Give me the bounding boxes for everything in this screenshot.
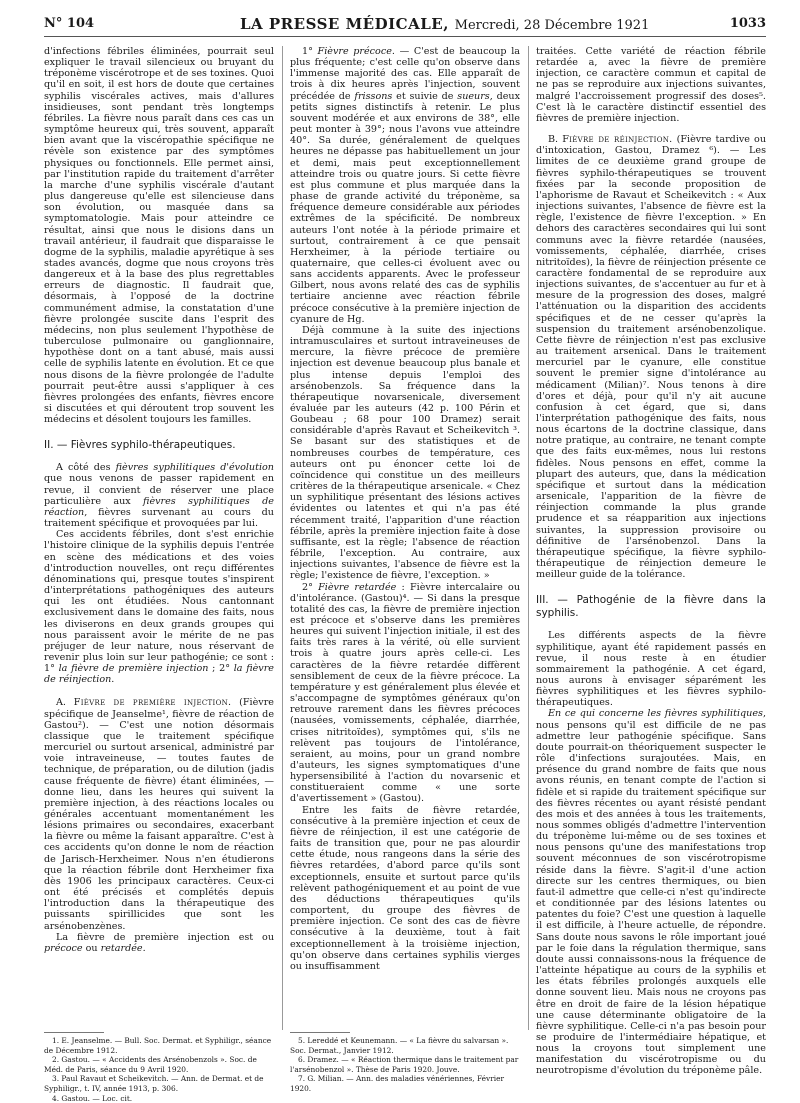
paragraph: Déjà commune à la suite des injections intramusculaires et surtout intraveineuses de mercure, la fièvre précoce de première injection est devenue beaucoup plus banale et plus intense depuis l'emploi des arsénobenzols. Sa fréquence dans la thérapeutique novarsenicale, diversement évaluée par les auteurs (42 p. 100 Périn et Goubeau ; 68 pour 100 Dramez) serait considérable d'après Ravaut et Scheikevitch ³. Se basant sur des statistiques et de nombreuses courbes de température, ces auteurs ont pu énoncer cette loi de coïncidence qui constitue un des meilleurs critères de la thérapeutique arsenicale. « Chez un syphilitique présentant des lésions actives évidentes ou latentes et qui n'a pas été récemment traité, l'apparition d'une réaction fébrile, après la première injection faite à dose suffisante, est la règle; l'absence de réaction fébrile, l'exception. Au contraire, aux injections suivantes, l'absence de fièvre est la règle; l'existence de fièvre, l'exception. » [290,324,520,582]
footnotes-left [44,1032,274,1103]
text-run: . [142,942,146,954]
subsection-title: Fièvre de première injection. [73,697,232,709]
text-run: (Fièvre spécifique de Jeanselme¹, fièvre de réaction de Gastou²). — C'est une notion désormais classique que le traitement spécifique mercuriel ou surtout arsenical, administré par voie intraveineuse, — toutes fautes de technique, de préparation, ou de dilution (jadis cause fréquente de fièvre) étant éliminées, — donne lieu, dans les heures qui suivent la première injection, à des réactions locales ou générales accentuant momentanément les lésions primaires ou secondaires, exacerbant la fièvre ou même la faisant apparaître. C'est à ces accidents qu'on donne le nom de réaction de Jarisch-Herxheimer. Nous n'en étudierons que la réaction fébrile dont Herxheimer fixa dès 1906 les principaux caractères. Ceux-ci ont été précisés et complétés depuis l'introduction dans la thérapeutique des puissants spirillicides que sont les arsénobenzènes. [44,697,274,932]
column-2 [290,46,520,1028]
italic-term: retardée [100,942,143,954]
journal-name: LA PRESSE MÉDICALE, [240,15,449,33]
text-run: , deux petits signes distinctifs à retenir. Le plus souvent modérée et aux environs de 38°, elle peut monter à 39°; nous l'avons vue atteindre 40°. Sa durée, généralement de quelques heures ne dépasse pas habituellement un jour et demi, mais peut exceptionnellement atteindre trois ou quatre jours. Si cette fièvre est plus commune et plus marquée dans la phase de grande activité du tréponème, sa fréquence demeure considérable aux périodes extrêmes de la spécificité. De nombreux auteurs l'ont notée à la période primaire et surtout, contrairement à ce que pensait Herxheimer, à la période tertiaire ou quaternaire, que celles-ci évoluent avec ou sans accidents apparents. Avec le professeur Gilbert, nous avons relaté des cas de syphilis tertiaire ancienne avec réaction fébrile précoce consécutive à la première injection de cyanure de Hg. [290,90,521,325]
text-run: A. [56,697,74,709]
footnote: 5. Lereddé et Keunemann. — « La fièvre du salvarsan ». Soc. Dermat., Janvier 1912. [290,1036,509,1055]
column-3 [536,46,767,1077]
italic-term: Fièvre précoce [317,46,392,57]
footnote: 2. Gastou. — « Accidents des Arsénobenzols ». Soc. de Méd. de Paris, séance du 9 Avril 1920. [44,1055,257,1074]
footnotes-middle [290,1032,520,1094]
column-divider [282,46,283,1030]
paragraph [536,134,766,580]
footnote: 3. Paul Ravaut et Scheikevitch. — Ann. de Dermat. et de Syphiligr., t. IV, année 1913, p. 306. [44,1074,264,1093]
text-run: et suivie de [392,90,458,102]
text-run: , fièvres survenant au cours du traitement spécifique et provoquées par lui. [44,506,274,530]
section-heading-3: III. — Pathogénie de la fièvre dans la syphilis. [536,594,766,620]
paragraph: Les différents aspects de la fièvre syphilitique, ayant été rapidement passés en revue, il nous reste à en étudier sommairement la pathogénie. A cet égard, nous aurons à envisager séparément les fièvres syphilitiques et les fièvres syphilo-thérapeutiques. [536,630,766,709]
footnote: 7. G. Milian. — Ann. des maladies vénériennes, Février 1920. [290,1074,505,1093]
paragraph [290,46,520,325]
italic-term: la fièvre de réinjection. [44,663,274,686]
paragraph: Entre les faits de fièvre retardée, consécutive à la première injection et ceux de fièvre de réinjection, il est une catégorie de faits de transition que, pour ne pas alourdir cette étude, nous rangeons dans la série des fièvres retardées, d'abord parce qu'ils sont exceptionnels, ensuite et surtout parce qu'ils relèvent pathogéniquement et au point de vue des déductions thérapeutiques qu'ils comportent, du groupe des fièvres de première injection. Ce sont des cas de fièvre consécutive à la deuxième, tout à fait exceptionnellement à la troisième injection, qu'on observe dans certaines syphilis vierges ou insuffisamment [290,804,520,972]
paragraph [290,582,520,805]
italic-term: fièvres syphilitiques de réaction [44,495,274,518]
italic-term: la fièvre de première injection [58,663,209,675]
italic-term: précoce [44,942,83,954]
text-run: Ces accidents fébriles, dont s'est enrichie l'histoire clinique de la syphilis depuis l'entrée en scène des médications et des voies d'introduction nouvelles, ont reçu différentes dénominations qui, presque toutes s'inspirent d'interprétations pathogéniques des auteurs qui les ont étudiées. Nous cantonnant exclusivement dans le domaine des faits, nous les diviserons en deux grands groupes qui nous paraissent avoir le mérite de ne pas préjuger de leur nature, nous réservant de revenir plus loin sur leur pathogénie; ce sont : 1° [44,529,274,675]
issue-number: N° 104 [44,16,95,31]
text-run: : Fièvre intercalaire ou d'intolérance. (Gastou)⁴. — Si dans la presque totalité des cas, la fièvre de première injection est précoce et s'observe dans les premières heures qui suivent l'injection initiale, il est des faits très rares à la vérité, où elle survient trois à quatre jours après celle-ci. Les caractères de la fièvre retardée diffèrent sensiblement de ceux de la fièvre précoce. La température y est généralement plus élevée et s'accompagne de symptômes généraux qu'on retrouve rarement dans les fièvres précoces (nausées, vomissements, céphalée, diarrhée, crises nitritoïdes), symptômes qui, s'ils ne relèvent pas toujours de l'intolérance, seraient, au moins, pour un grand nombre d'auteurs, les signes symptomatiques d'une hypersensibilité à l'action du novarsenic et constitueraient comme « une sorte d'avertissement » (Gastou). [290,581,520,805]
paragraph [44,462,274,529]
text-run: ; 2° [208,663,234,675]
page-header [44,14,766,37]
page-number: 1033 [729,16,766,31]
footnote: 4. Gastou. — Loc. cit. [52,1093,133,1103]
footnote: 6. Dramez. — « Réaction thermique dans le traitement par l'arsénobenzol ». Thèse de Paris 1920. Jouve. [290,1055,519,1074]
column-1 [44,46,274,1028]
text-run: . — C'est de beaucoup la plus fréquente; c'est celle qu'on observe dans l'immense majorité des cas. Elle apparaît de trois à dix heures après l'injection, souvent précédée de [290,46,520,102]
italic-term: fièvres syphilitiques d'évolution [115,462,274,474]
text-run: La fièvre de première injection est ou [56,931,274,943]
footnote-rule [44,1032,104,1033]
newspaper-page [44,14,767,1103]
paragraph [44,697,274,931]
text-run: , nous pensons qu'il est difficile de ne pas admettre leur pathogénie spécifique. Sans doute pourrait-on théoriquement suspecter le rôle d'infections surajoutées. Mais, en présence du grand nombre de faits que nous avons réunis, en tenant compte de l'action si fidèle et si rapide du traitement spécifique sur des fièvres récentes ou ayant résisté pendant des mois et des années à tous les traitements, nous sommes obligés d'admettre l'intervention du tréponème lui-même ou de ses toxines et nous pensons qu'une des manifestations trop souvent méconnues de son viscérotropisme réside dans la fièvre. S'agit-il d'une action directe sur les centres thermiques, ou bien faut-il admettre que celle-ci n'est qu'indirecte et conditionnée par des lésions latentes ou patentes du foie? C'est une question à laquelle il est difficile, à l'heure actuelle, de répondre. Sans doute nous savons le rôle important joué par le foie dans la régulation thermique, sans doute aussi connaissons-nous la fréquence de l'atteinte hépatique au cours de la syphilis et les états fébriles prolongés auxquels elle donne souvent lieu. Mais nous ne croyons pas être en droit de faire de la lésion hépatique une cause déterminante obligatoire de la fièvre syphilitique. Celle-ci n'a pas besoin pour se produire de l'intermédiaire hépatique, et nous la croyons tout simplement une manifestation du viscérotropisme ou du neurotropisme d'évolution du tréponème pâle. [536,708,766,1077]
text-run: ou [82,942,101,954]
italic-term: sueurs [457,90,490,102]
text-run: B. [548,134,563,146]
column-divider [528,46,529,1030]
subsection-title: Fièvre de réinjection. [562,134,673,146]
paragraph [44,529,274,685]
section-heading-2: II. — Fièvres syphilo-thérapeutiques. [44,439,236,452]
paragraph [44,932,274,954]
text-run: 2° [302,581,319,593]
paragraph: d'infections fébriles éliminées, pourrait seul expliquer le travail silencieux ou bruyant du tréponème viscérotrope et de ses toxines. Quoi qu'il en soit, il est hors de doute que certaines syphilis viscérales actives, mais d'allures insidieuses, sont pendant très longtemps fébriles. La fièvre nous paraît dans ces cas un symptôme heureux qui, très souvent, apparaît bien avant que la viscéropathie spécifique ne révèle son existence par des symptômes physiques ou fonctionnels. Elle permet ainsi, par l'institution rapide du traitement d'arrêter la marche d'une syphilis viscérale d'autant plus dangereuse qu'elle est silencieuse dans son évolution, ou masquée dans sa symptomatologie. Mais pour atteindre ce résultat, ainsi que nous le disions dans un travail antérieur, il faudrait que disparaisse le dogme de la syphilis, maladie apyrétique à ses stades avancés, dogme que nous croyons très dangereux et à la base des plus regrettables erreurs de diagnostic. Il faudrait que, désormais, à l'opposé de la doctrine communément admise, la constatation d'une fièvre prolongée suscite dans l'esprit des médecins, non plus seulement l'hypothèse de tuberculose pulmonaire ou ganglionnaire, hypothèse dont on a tant abusé, mais aussi celle de syphilis latente en évolution. Et ce que nous disons de la fièvre prolongée de l'adulte pourrait peut-être aussi s'appliquer à ces fièvres prolongées des enfants, fièvres encore si discutées et qui déroutent trop souvent les médecins et désolent toujours les familles. [44,46,274,426]
text-run: que nous venons de passer rapidement en revue, il convient de réserver une place particulière aux [44,473,274,507]
footnote-rule [290,1032,350,1033]
italic-term: frissons [354,90,393,102]
journal-title [240,15,649,33]
issue-date: Mercredi, 28 Décembre 1921 [454,18,650,33]
paragraph: traitées. Cette variété de réaction fébrile retardée a, avec la fièvre de première injection, ce caractère commun et capital de ne pas se reproduire aux injections suivantes, malgré l'accroissement progressif des doses⁵. C'est là le caractère distinctif essentiel des fièvres de première injection. [536,46,766,124]
text-run: (Fièvre tardive ou d'intoxication, Gastou, Dramez ⁶). — Les limites de ce deuxième grand groupe de fièvres syphilo-thérapeutiques se trouvent fixées par la seconde proposition de l'aphorisme de Ravaut et Scheikevitch : « Aux injections suivantes, l'absence de fièvre est la règle, l'existence de fièvre l'exception. » En dehors des caractères secondaires qui lui sont communs avec la fièvre retardée (nausées, vomissements, céphalée, diarrhée, crises nitritoïdes), la fièvre de réinjection présente ce caractère fondamental de se reproduire aux injections suivantes, de s'accentuer au fur et à mesure de la progression des doses, malgré l'atténuation ou la disparition des accidents spécifiques et de ne cesser qu'après la suspension du traitement arsénobenzolique. Cette fièvre de réinjection n'est pas exclusive au traitement arsenical. Dans le traitement mercuriel par le cyanure, elle constitue souvent le premier signe d'intolérance au médicament (Milian)⁷. Nous tenons à dire d'ores et déjà, pour qu'il n'y ait aucune confusion à cet égard, que si, dans l'interprétation pathogénique des faits, nous nous écartons de la doctrine classique, dans notre pratique, au contraire, ne tenant compte que des faits eux-mêmes, nous lui restons fidèles. Nous pensons en effet, comme la plupart des auteurs, que, dans la médication spécifique et surtout dans la médication arsenicale, l'apparition de la fièvre de réinjection commande la plus grande prudence et sa réapparition aux injections suivantes, la suppression provisoire ou définitive de l'arsénobenzol. Dans la thérapeutique spécifique, la fièvre syphilo-thérapeutique de réinjection demeure le meilleur guide de la tolérance. [536,134,767,581]
text-run: 1° [302,46,318,57]
italic-term: En ce qui concerne les fièvres syphilitiques [548,708,763,720]
text-run: A côté des [56,462,116,474]
footnote: 1. E. Jeanselme. — Bull. Soc. Dermat. et Syphiligr., séance de Décembre 1912. [44,1036,272,1055]
italic-term: Fièvre retardée [318,581,397,593]
paragraph [536,708,766,1076]
